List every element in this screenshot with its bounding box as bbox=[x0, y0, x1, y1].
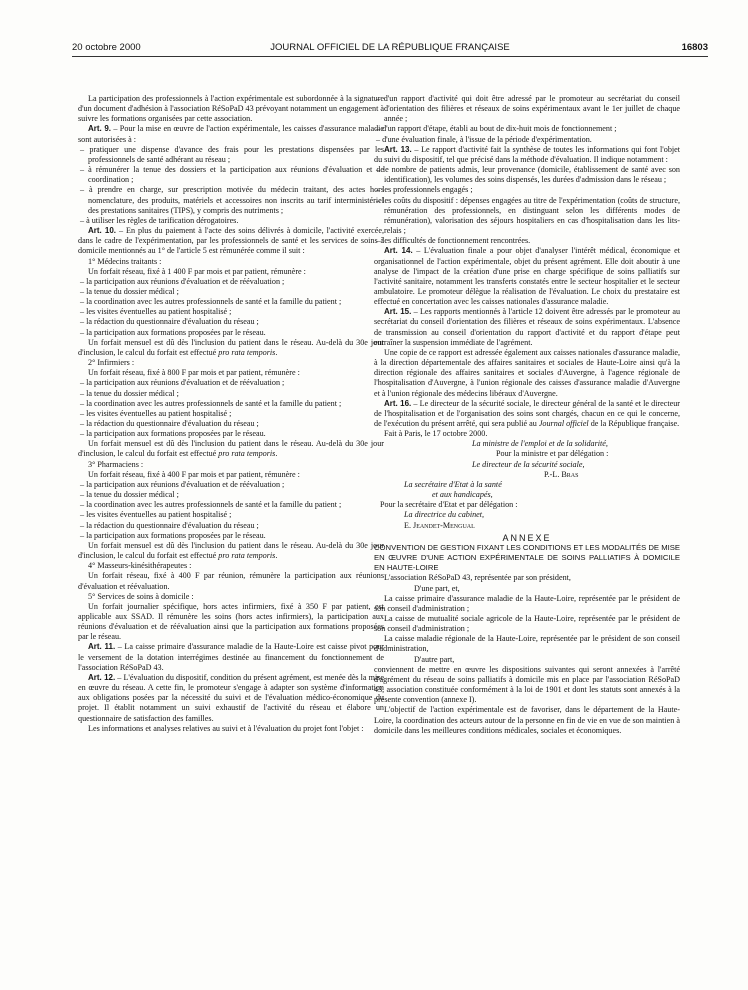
paragraph bbox=[78, 571, 384, 591]
paragraph bbox=[78, 470, 384, 480]
article-label: Art. 10. bbox=[88, 226, 117, 236]
list-item: – la rédaction du questionnaire d'évaluation du réseau ; bbox=[80, 419, 259, 428]
journal-title: JOURNAL OFFICIEL DE LA RÉPUBLIQUE FRANÇAISE bbox=[270, 42, 510, 53]
article-paragraph bbox=[374, 399, 680, 429]
italic-text: pro rata temporis bbox=[218, 551, 276, 561]
list-item: – les coûts du dispositif : dépenses engagées au titre de l'expérimentation (coûts de structure, rémunération des professionnels, en distinguant selon les différents modes de rémunération), valorisation des séjours hospitaliers en cas d'hospitalisation dans les lits-relais ; bbox=[376, 195, 680, 236]
paragraph-text: 5° Services de soins à domicile : bbox=[88, 591, 194, 601]
list-item: – les professionnels engagés ; bbox=[376, 185, 473, 195]
list-item: – la participation aux formations proposées par le réseau. bbox=[80, 429, 266, 439]
list-item: – la coordination avec les autres professionnels de santé et la famille du patient ; bbox=[80, 297, 342, 307]
list-item: – la participation aux réunions d'évaluation et de réévaluation ; bbox=[80, 276, 285, 286]
list-item: – la rédaction du questionnaire d'évaluation du réseau ; bbox=[80, 520, 259, 530]
article-label: Art. 14. bbox=[384, 246, 413, 256]
tail-text: . bbox=[275, 551, 278, 561]
paragraph-text: Un forfait réseau, fixé à 800 F par mois et par patient, rémunère : bbox=[88, 368, 300, 378]
italic-text: pro rata temporis bbox=[218, 449, 276, 459]
paragraph-text: Une copie de ce rapport est adressée également aux caisses nationales d'assurance maladie, à la direction départementale des affaires sanitaires et sociales de Haute-Loire ainsi qu'à la direction régionale des affaires sanitaires et sociales d'Auvergne, à l'agence régionale de l'hospitalisation d'Auvergne, à l'union régionale des caisses d'assurance maladie d'Auvergne et à l'union régionale des médecins libéraux d'Auvergne. bbox=[374, 347, 680, 398]
article-label: Art. 13. bbox=[384, 144, 412, 154]
article-paragraph bbox=[78, 226, 384, 256]
tail-text: . bbox=[275, 449, 278, 459]
article-text: – L'évaluation finale a pour objet d'analyser l'intérêt médical, économique et organisationnel de l'action expérimentale, objet du présent agrément. Elle doit aboutir à une analyse de l'impact de la création d'une prise en charge spécifique de soins palliatifs sur l'activité sanitaire, notamment les transferts constatés entre le secteur hospitalier et le secteur ambulatoire. Le promoteur délègue la réalisation de l'évaluation. Le choix du prestataire est effectué en concertation avec les caisses nationales d'assurance maladie. bbox=[374, 246, 680, 307]
article-text: – La caisse primaire d'assurance maladie de la Haute-Loire est caisse pivot pour le versement de la dotation interrégimes destinée au financement du fonctionnement de l'association RéSoPaD 43. bbox=[78, 642, 384, 672]
paragraph-text: Les informations et analyses relatives au suivi et à l'évaluation du projet font l'objet : bbox=[88, 723, 364, 733]
paragraph-text: La caisse maladie régionale de la Haute-Loire, représentée par le président de son conseil d'administration, bbox=[374, 634, 680, 654]
paragraph bbox=[78, 460, 384, 470]
article-label: Art. 11. bbox=[88, 642, 116, 652]
article-label: Art. 15. bbox=[384, 307, 412, 317]
header-date: 20 octobre 2000 bbox=[72, 42, 141, 53]
article-text: – Le rapport d'activité fait la synthèse de toutes les informations qui font l'objet du suivi du dispositif, tel que précisé dans la méthode d'évaluation. Il indique notamment : bbox=[374, 144, 680, 164]
signature-line: P.-L. Bras bbox=[544, 469, 579, 479]
article-paragraph bbox=[78, 642, 384, 672]
paragraph-text: Un forfait mensuel est dû dès l'inclusion du patient dans le réseau. Au-delà du 30e jour d'inclusion, le calcul du forfait est effectué bbox=[78, 337, 384, 357]
article-text: – En plus du paiement à l'acte des soins délivrés à domicile, l'activité exercée, dans le cadre de l'expérimentation, par les professionnels de santé et les services de soins à domicile mentionnés au 1° de l'article 5 est rémunérée comme il suit : bbox=[78, 226, 385, 256]
page-header bbox=[72, 42, 708, 57]
list-item: – à rémunérer la tenue des dossiers et la participation aux réunions d'évaluation et de coordination ; bbox=[80, 165, 384, 185]
paragraph bbox=[78, 368, 384, 378]
left-column bbox=[78, 94, 384, 734]
paragraph-text: 3° Pharmaciens : bbox=[88, 459, 144, 469]
paragraph bbox=[374, 614, 680, 634]
article-paragraph bbox=[78, 124, 384, 144]
paragraph bbox=[374, 429, 680, 439]
italic-text: Journal officiel bbox=[538, 419, 589, 428]
paragraph bbox=[78, 358, 384, 368]
paragraph-text: L'objectif de l'action expérimentale est de favoriser, dans le département de la Haute-Loire, la coordination des acteurs autour de la personne en fin de vie en vue de son maintien à domicile dans les meilleures conditions médicales, sociales et économiques. bbox=[374, 705, 680, 735]
list-item: – les visites éventuelles au patient hospitalisé ; bbox=[80, 510, 232, 520]
paragraph-text: Un forfait réseau, fixé à 400 F par mois et par patient, rémunère : bbox=[88, 469, 300, 479]
list-item: – d'un rapport d'étape, établi au bout de dix-huit mois de fonctionnement ; bbox=[376, 124, 617, 134]
paragraph bbox=[78, 592, 384, 602]
party-line: D'autre part, bbox=[414, 654, 455, 664]
list-item: – la coordination avec les autres professionnels de santé et la famille du patient ; bbox=[80, 398, 342, 408]
paragraph bbox=[374, 573, 680, 583]
list-item: – la participation aux réunions d'évaluation et de réévaluation ; bbox=[80, 378, 285, 388]
article-paragraph bbox=[374, 307, 680, 348]
article-text: – L'évaluation du dispositif, condition du présent agrément, est menée dès la mise en œuvre du réseau. A cette fin, le promoteur s'engage à adapter son système d'information aux obligations posées par la nécessité du suivi et de l'évaluation médico-économique du projet. Il établit notamment un suivi exhaustif de l'activité du réseau et élabore un questionnaire de satisfaction des familles. bbox=[78, 672, 384, 723]
paragraph bbox=[78, 94, 384, 124]
article-text: – Pour la mise en œuvre de l'action expérimentale, les caisses d'assurance maladie sont autorisées à : bbox=[78, 124, 385, 144]
article-label: Art. 16. bbox=[384, 398, 412, 408]
paragraph-text: La participation des professionnels à l'action expérimentale est subordonnée à la signature d'un document d'adhésion à l'association RéSoPaD 43 prévoyant notamment un engagement à suivre les formations organisées par cette association. bbox=[78, 94, 384, 124]
paragraph-text: La caisse de mutualité sociale agricole de la Haute-Loire, représentée par le président de son conseil d'administration ; bbox=[374, 613, 680, 634]
paragraph bbox=[78, 724, 384, 734]
tail-text: de la République française. bbox=[588, 419, 680, 428]
paragraph-text: 2° Infirmiers : bbox=[88, 358, 135, 368]
paragraph bbox=[78, 267, 384, 277]
signature-line: et aux handicapés, bbox=[432, 490, 493, 500]
paragraph bbox=[78, 541, 384, 561]
list-item: – les visites éventuelles au patient hospitalisé ; bbox=[80, 408, 232, 418]
paragraph bbox=[78, 257, 384, 267]
signature-line: La directrice du cabinet, bbox=[404, 510, 485, 520]
convention-title: CONVENTION DE GESTION FIXANT LES CONDITIONS ET LES MODALITÉS DE MISE EN ŒUVRE D'UNE ACTION EXPÉRIMENTALE DE SOINS PALLIATIFS À DOMICILE EN HAUTE-LOIRE bbox=[374, 542, 680, 573]
paragraph-text: 4° Masseurs-kinésithérapeutes : bbox=[88, 561, 192, 571]
paragraph-text: Fait à Paris, le 17 octobre 2000. bbox=[384, 429, 488, 439]
signature-line: E. Jeandet-Mengual bbox=[404, 520, 475, 530]
paragraph-text: L'association RéSoPaD 43, représentée par son président, bbox=[384, 573, 571, 583]
list-item: – les difficultés de fonctionnement rencontrées. bbox=[376, 236, 531, 246]
list-item: – la tenue du dossier médical ; bbox=[80, 286, 179, 296]
paragraph bbox=[78, 439, 384, 459]
list-item: – à prendre en charge, sur prescription motivée du médecin traitant, des actes hors nomenclature, des produits, matériels et accessoires non inscrits au tarif interministériel des prestations sanitaires (TIPS), y compris des nutriments ; bbox=[80, 185, 384, 215]
paragraph: conviennent de mettre en œuvre les dispositions suivantes qui seront annexées à l'arrêté d'agrément du réseau de soins palliatifs à domicile mis en place par l'association RéSoPaD 43, association constituée conformément à la loi de 1901 et dont les statuts sont annexés à la présente convention (annexe I). bbox=[374, 664, 680, 705]
paragraph-text: Un forfait réseau, fixé à 400 F par réunion, rémunère la participation aux réunions d'évaluation et réévaluation. bbox=[78, 571, 384, 591]
list-item: – à utiliser les règles de tarification dérogatoires. bbox=[80, 215, 239, 225]
list-item: – la rédaction du questionnaire d'évaluation du réseau ; bbox=[80, 317, 259, 327]
article-label: Art. 12. bbox=[88, 672, 116, 682]
list-item: – la tenue du dossier médical ; bbox=[80, 388, 179, 398]
list-item: – pratiquer une dispense d'avance des frais pour les prestations dispensées par les professionnels de santé adhérant au réseau ; bbox=[80, 144, 384, 164]
article-text: – Les rapports mentionnés à l'article 12 doivent être adressés par le promoteur au secrétariat du conseil d'orientation des filières et réseaux de soins expérimentaux. L'absence de transmission au conseil d'orientation du rapport d'activité et du rapport d'étape peut entraîner la suspension immédiate de l'agrément. bbox=[374, 307, 681, 347]
article-paragraph bbox=[374, 145, 680, 165]
italic-text: pro rata temporis bbox=[218, 347, 276, 357]
paragraph-text: Un forfait journalier spécifique, hors actes infirmiers, fixé à 350 F par patient, est applicable aux SSAD. Il rémunère les soins (hors actes infirmiers), la participation aux réunions d'évaluation et de réévaluation ainsi que la participation aux formations proposées par le réseau. bbox=[78, 601, 384, 642]
list-item: – les visites éventuelles au patient hospitalisé ; bbox=[80, 307, 232, 317]
paragraph bbox=[374, 705, 680, 735]
paragraph bbox=[374, 634, 680, 654]
paragraph-text: 1° Médecins traitants : bbox=[88, 256, 162, 266]
list-item: – d'un rapport d'activité qui doit être adressé par le promoteur au secrétariat du conseil d'orientation des filières et réseaux de soins expérimentaux avant le 1er juillet de chaque année ; bbox=[376, 94, 680, 124]
paragraph-text: Un forfait mensuel est dû dès l'inclusion du patient dans le réseau. Au-delà du 30e jour d'inclusion, le calcul du forfait est effectué bbox=[78, 439, 384, 459]
list-item: – la tenue du dossier médical ; bbox=[80, 490, 179, 500]
party-line: D'une part, et, bbox=[414, 583, 460, 593]
paragraph bbox=[78, 338, 384, 358]
signature-line: La ministre de l'emploi et de la solidarité, bbox=[472, 439, 608, 449]
list-item: – le nombre de patients admis, leur provenance (domicile, établissement de santé avec son identification), les volumes des soins dispensés, les durées d'admission dans le réseau ; bbox=[376, 165, 680, 185]
list-item: – la participation aux formations proposées par le réseau. bbox=[80, 327, 266, 337]
signature-line: Pour la ministre et par délégation : bbox=[496, 449, 609, 459]
article-text: – Le directeur de la sécurité sociale, le directeur général de la santé et le directeur de l'hospitalisation et de l'organisation des soins sont chargés, chacun en ce qui le concerne, de l'exécution du présent arrêté, qui sera publié au bbox=[374, 398, 680, 428]
signature-line: Le directeur de la sécurité sociale, bbox=[472, 459, 585, 469]
article-paragraph bbox=[374, 246, 680, 307]
paragraph-text: Un forfait mensuel est dû dès l'inclusion du patient dans le réseau. Au-delà du 30e jour d'inclusion, le calcul du forfait est effectué bbox=[78, 540, 384, 561]
annex-heading: ANNEXE bbox=[502, 532, 552, 543]
paragraph bbox=[374, 594, 680, 614]
paragraph bbox=[374, 348, 680, 399]
list-item: – d'une évaluation finale, à l'issue de la période d'expérimentation. bbox=[376, 134, 592, 144]
right-column bbox=[374, 94, 680, 736]
paragraph-text: La caisse primaire d'assurance maladie de la Haute-Loire, représentée par le président de son conseil d'administration ; bbox=[374, 593, 680, 613]
list-item: – la participation aux formations proposées par le réseau. bbox=[80, 530, 266, 540]
signature-line: La secrétaire d'Etat à la santé bbox=[404, 479, 502, 489]
paragraph bbox=[78, 561, 384, 571]
list-item: – la participation aux réunions d'évaluation et de réévaluation ; bbox=[80, 479, 285, 489]
tail-text: . bbox=[275, 347, 278, 357]
paragraph-text: Un forfait réseau, fixé à 1 400 F par mois et par patient, rémunère : bbox=[88, 266, 306, 276]
page-number: 16803 bbox=[681, 42, 708, 53]
signature-line: Pour la secrétaire d'Etat et par délégation : bbox=[380, 500, 518, 510]
paragraph bbox=[78, 602, 384, 643]
article-label: Art. 9. bbox=[88, 124, 112, 134]
article-paragraph bbox=[78, 673, 384, 724]
list-item: – la coordination avec les autres professionnels de santé et la famille du patient ; bbox=[80, 500, 342, 510]
